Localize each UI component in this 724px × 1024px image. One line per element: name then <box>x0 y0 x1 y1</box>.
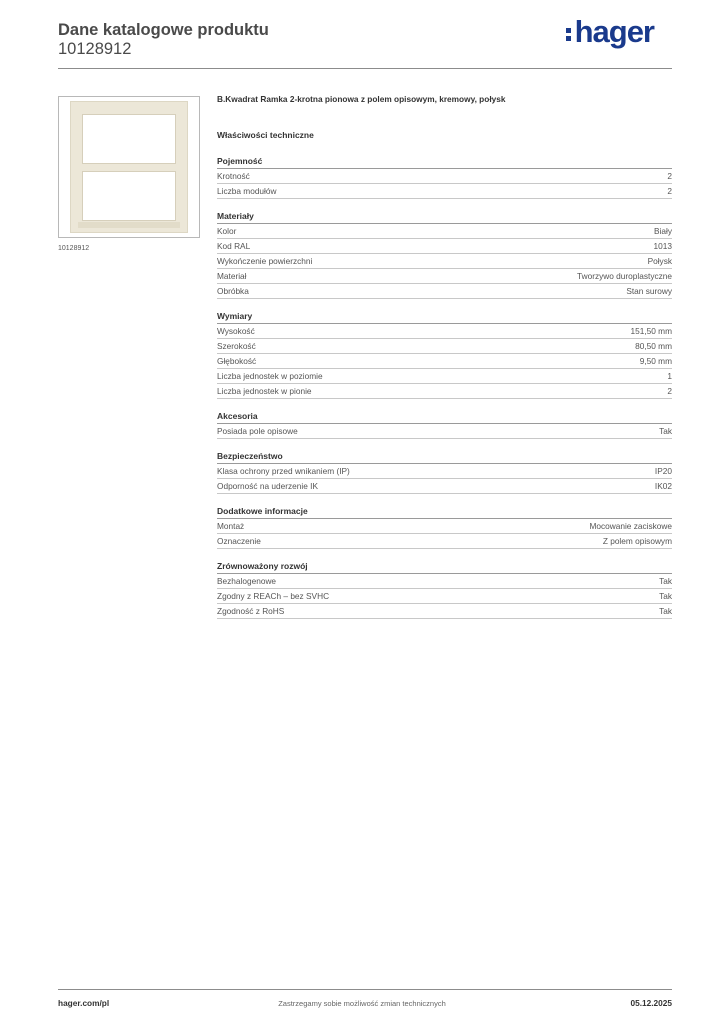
spec-value: 2 <box>667 386 672 396</box>
spec-row <box>217 184 672 199</box>
product-photo <box>58 96 200 238</box>
spec-value: IP20 <box>654 466 672 476</box>
photo-caption: 10128912 <box>58 245 90 252</box>
spec-group <box>217 209 672 299</box>
spec-value: Tworzywo duroplastyczne <box>577 271 672 281</box>
spec-row <box>217 574 672 589</box>
group-title: Materiały <box>217 209 672 224</box>
product-title: B.Kwadrat Ramka 2-krotna pionowa z polem opisowym, kremowy, połysk <box>217 94 506 104</box>
section-title: Właściwości techniczne <box>217 130 314 140</box>
group-title: Bezpieczeństwo <box>217 449 672 464</box>
spec-row <box>217 239 672 254</box>
spec-value: Z polem opisowym <box>602 536 672 546</box>
spec-row <box>217 384 672 399</box>
spec-label: Liczba jednostek w pionie <box>217 386 312 396</box>
spec-label: Posiada pole opisowe <box>217 426 298 436</box>
spec-label: Wykończenie powierzchni <box>217 256 313 266</box>
spec-row <box>217 479 672 494</box>
spec-row <box>217 604 672 619</box>
spec-value: Tak <box>659 426 672 436</box>
spec-label: Zgodność z RoHS <box>217 606 285 616</box>
spec-row <box>217 284 672 299</box>
spec-groups <box>217 154 672 619</box>
logo-dots-icon <box>566 22 573 42</box>
spec-row <box>217 254 672 269</box>
footer-divider <box>58 989 672 990</box>
spec-row <box>217 269 672 284</box>
spec-row <box>217 324 672 339</box>
spec-row <box>217 589 672 604</box>
spec-value: 80,50 mm <box>635 341 672 351</box>
spec-row <box>217 519 672 534</box>
spec-value: 9,50 mm <box>639 356 672 366</box>
spec-row <box>217 354 672 369</box>
spec-value: 151,50 mm <box>630 326 672 336</box>
spec-value: Tak <box>659 576 672 586</box>
spec-label: Szerokość <box>217 341 256 351</box>
spec-label: Liczba modułów <box>217 186 277 196</box>
spec-value: Tak <box>659 591 672 601</box>
frame-label-field <box>78 222 180 228</box>
spec-value: 2 <box>667 186 672 196</box>
spec-label: Krotność <box>217 171 250 181</box>
frame-opening-top <box>82 114 176 164</box>
spec-label: Głębokość <box>217 356 257 366</box>
footer-website: hager.com/pl <box>58 998 110 1008</box>
spec-group <box>217 559 672 619</box>
spec-label: Kod RAL <box>217 241 251 251</box>
spec-value: 2 <box>667 171 672 181</box>
spec-label: Bezhalogenowe <box>217 576 277 586</box>
group-title: Wymiary <box>217 309 672 324</box>
product-number: 10128912 <box>58 40 132 58</box>
group-title: Dodatkowe informacje <box>217 504 672 519</box>
frame-opening-bottom <box>82 171 176 221</box>
spec-row <box>217 369 672 384</box>
group-title: Akcesoria <box>217 409 672 424</box>
spec-value: Stan surowy <box>626 286 672 296</box>
spec-group <box>217 409 672 439</box>
spec-group <box>217 154 672 199</box>
spec-label: Klasa ochrony przed wnikaniem (IP) <box>217 466 350 476</box>
group-title: Pojemność <box>217 154 672 169</box>
spec-label: Wysokość <box>217 326 255 336</box>
spec-label: Liczba jednostek w poziomie <box>217 371 323 381</box>
spec-label: Kolor <box>217 226 237 236</box>
spec-value: Tak <box>659 606 672 616</box>
spec-value: Biały <box>654 226 672 236</box>
spec-label: Obróbka <box>217 286 249 296</box>
spec-content <box>217 94 672 619</box>
spec-label: Zgodny z REACh – bez SVHC <box>217 591 330 601</box>
spec-row <box>217 169 672 184</box>
spec-value: IK02 <box>654 481 672 491</box>
hager-logo <box>566 14 654 50</box>
spec-group <box>217 504 672 549</box>
footer-disclaimer: Zastrzegamy sobie możliwość zmian technicznych <box>278 999 446 1008</box>
spec-value: Mocowanie zaciskowe <box>589 521 672 531</box>
group-title: Zrównoważony rozwój <box>217 559 672 574</box>
spec-label: Odporność na uderzenie IK <box>217 481 319 491</box>
header-divider <box>58 68 672 69</box>
spec-value: Połysk <box>647 256 672 266</box>
spec-row <box>217 424 672 439</box>
spec-value: 1 <box>667 371 672 381</box>
logo-text: hager <box>574 14 654 49</box>
double-frame-image <box>70 101 188 233</box>
page-title: Dane katalogowe produktu <box>58 21 269 39</box>
spec-value: 1013 <box>653 241 672 251</box>
spec-label: Oznaczenie <box>217 536 261 546</box>
spec-label: Montaż <box>217 521 245 531</box>
spec-row <box>217 339 672 354</box>
spec-row <box>217 534 672 549</box>
spec-row <box>217 464 672 479</box>
footer-date: 05.12.2025 <box>630 998 672 1008</box>
spec-group <box>217 309 672 399</box>
spec-row <box>217 224 672 239</box>
spec-group <box>217 449 672 494</box>
spec-label: Materiał <box>217 271 247 281</box>
